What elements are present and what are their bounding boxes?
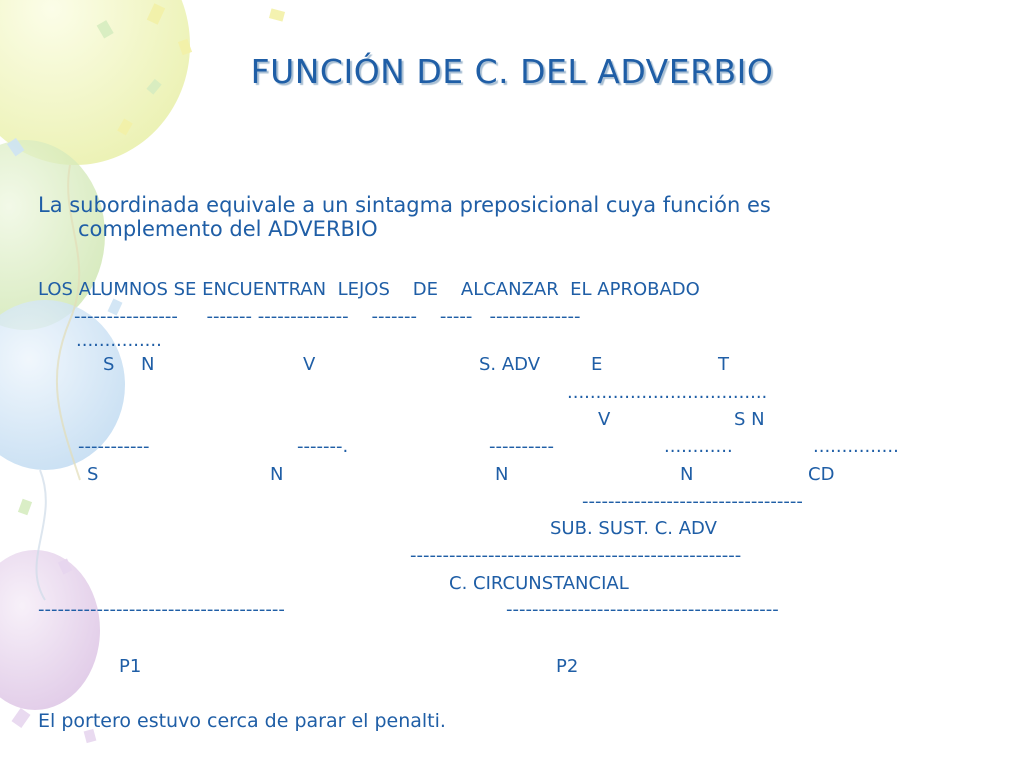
sub-sust-line: ---------------------------------- <box>582 491 803 512</box>
label-sn: S N <box>734 409 765 430</box>
purple-balloon <box>0 550 100 710</box>
label-s-adv: S. ADV <box>479 354 541 375</box>
label-t: T <box>718 354 729 375</box>
label-p1: P1 <box>119 656 142 677</box>
slide-title: FUNCIÓN DE C. DEL ADVERBIO <box>250 52 774 91</box>
label-cd: CD <box>808 464 835 485</box>
label-s-3: S <box>87 464 99 485</box>
p2-line: ------------------------------------------ <box>506 599 779 620</box>
underline-row-1b: ............... <box>76 330 162 351</box>
label-e: E <box>591 354 603 375</box>
label-n-3a: N <box>270 464 284 485</box>
underline-row-2c: ---------- <box>489 436 554 457</box>
label-n: N <box>141 354 155 375</box>
p1-line: -------------------------------------- <box>38 599 285 620</box>
label-p2: P2 <box>556 656 579 677</box>
intro-line-2: complemento del ADVERBIO <box>78 217 378 241</box>
intro-paragraph <box>38 193 958 241</box>
analyzed-sentence: LOS ALUMNOS SE ENCUENTRAN LEJOS DE ALCANZAR EL APROBADO <box>38 279 700 300</box>
label-v-2: V <box>598 409 611 430</box>
underline-row-2d: ............ <box>664 436 733 457</box>
c-circ-line: --------------------------------------------------- <box>410 545 742 566</box>
label-sub-sust-c-adv: SUB. SUST. C. ADV <box>550 518 717 539</box>
underline-row-2a: ----------- <box>78 436 150 457</box>
term-dots: ................................... <box>567 382 768 403</box>
intro-line-1: La subordinada equivale a un sintagma preposicional cuya función es <box>38 193 771 217</box>
label-c-circunstancial: C. CIRCUNSTANCIAL <box>449 573 629 594</box>
underline-row-1: ---------------- ------- -------------- ------- ----- -------------- <box>74 306 581 327</box>
label-v: V <box>303 354 316 375</box>
underline-row-2b: -------. <box>297 436 349 457</box>
label-n-3b: N <box>495 464 509 485</box>
example-sentence: El portero estuvo cerca de parar el penalti. <box>38 710 446 732</box>
label-n-3c: N <box>680 464 694 485</box>
label-s: S <box>103 354 115 375</box>
underline-row-2e: ............... <box>813 436 899 457</box>
